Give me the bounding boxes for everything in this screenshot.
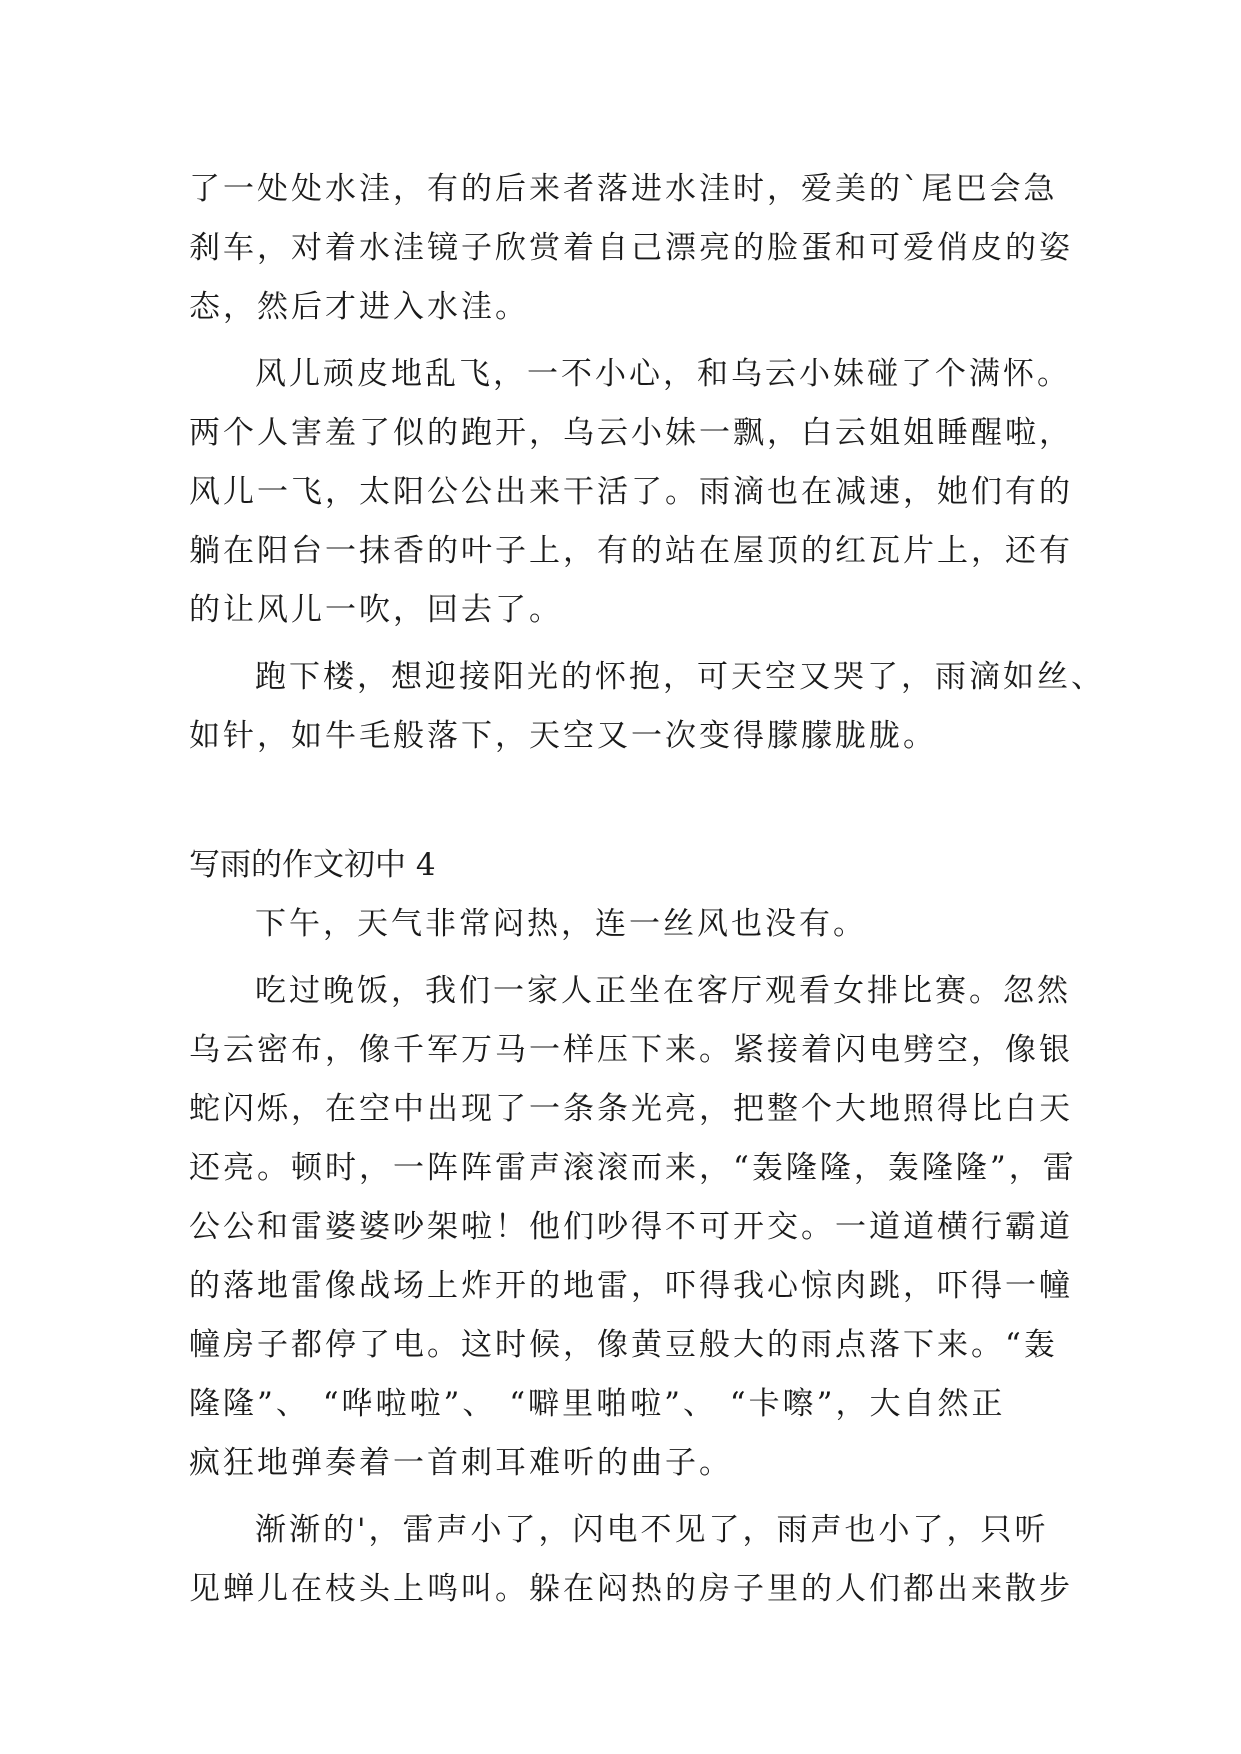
section-heading: 写雨的作文初中 4: [189, 847, 436, 883]
text-line: 疯狂地弹奏着一首刺耳难听的曲子。: [189, 1445, 733, 1481]
text-line: 蛇闪烁，在空中出现了一条条光亮，把整个大地照得比白天: [189, 1091, 1073, 1127]
text-line: 的让风儿一吹，回去了。: [189, 592, 563, 628]
text-line: 吃过晚饭，我们一家人正坐在客厅观看女排比赛。忽然: [255, 973, 1071, 1009]
paragraph-afternoon: [189, 895, 1059, 954]
text-line: 隆隆”、 “哗啦啦”、 “噼里啪啦”、 “卡嚓”，大自然正: [189, 1386, 1006, 1422]
text-line: 跑下楼，想迎接阳光的怀抱，可天空又哭了，雨滴如丝、: [255, 659, 1105, 695]
paragraph-downstairs: [189, 648, 1105, 766]
paragraph-rain-puddles: [189, 160, 1073, 337]
text-line: 乌云密布，像千军万马一样压下来。紧接着闪电劈空，像银: [189, 1032, 1073, 1068]
document-body: [189, 160, 1105, 1619]
text-line: 了一处处水洼，有的后来者落进水洼时，爱美的`尾巴会急: [189, 171, 1058, 207]
text-line: 见蝉儿在枝头上鸣叫。躲在闷热的房子里的人们都出来散步: [189, 1571, 1073, 1607]
text-line: 幢房子都停了电。这时候，像黄豆般大的雨点落下来。“轰: [189, 1327, 1058, 1363]
paragraph-dinner-storm: [189, 962, 1077, 1493]
text-line: 的落地雷像战场上炸开的地雷，吓得我心惊肉跳，吓得一幢: [189, 1268, 1073, 1304]
text-line: 如针，如牛毛般落下，天空又一次变得朦朦胧胧。: [189, 718, 937, 754]
text-line: 躺在阳台一抹香的叶子上，有的站在屋顶的红瓦片上，还有: [189, 533, 1073, 569]
text-line: 公公和雷婆婆吵架啦！他们吵得不可开交。一道道横行霸道: [189, 1209, 1073, 1245]
text-line: 下午，天气非常闷热，连一丝风也没有。: [255, 906, 867, 942]
text-line: 风儿一飞，太阳公公出来干活了。雨滴也在减速，她们有的: [189, 474, 1073, 510]
paragraph-gradually: [189, 1501, 1073, 1619]
text-line: 刹车，对着水洼镜子欣赏着自己漂亮的脸蛋和可爱俏皮的姿: [189, 230, 1073, 266]
text-line: 两个人害羞了似的跑开，乌云小妹一飘，白云姐姐睡醒啦，: [189, 415, 1073, 451]
text-line: 态，然后才进入水洼。: [189, 289, 529, 325]
paragraph-wind: [189, 345, 1073, 640]
text-line: 风儿顽皮地乱飞，一不小心，和乌云小妹碰了个满怀。: [255, 356, 1071, 392]
text-line: 渐渐的'，雷声小了，闪电不见了，雨声也小了，只听: [255, 1512, 1049, 1548]
section-gap: [189, 766, 1059, 836]
text-line: 还亮。顿时，一阵阵雷声滚滚而来，“轰隆隆，轰隆隆”，雷: [189, 1150, 1077, 1186]
